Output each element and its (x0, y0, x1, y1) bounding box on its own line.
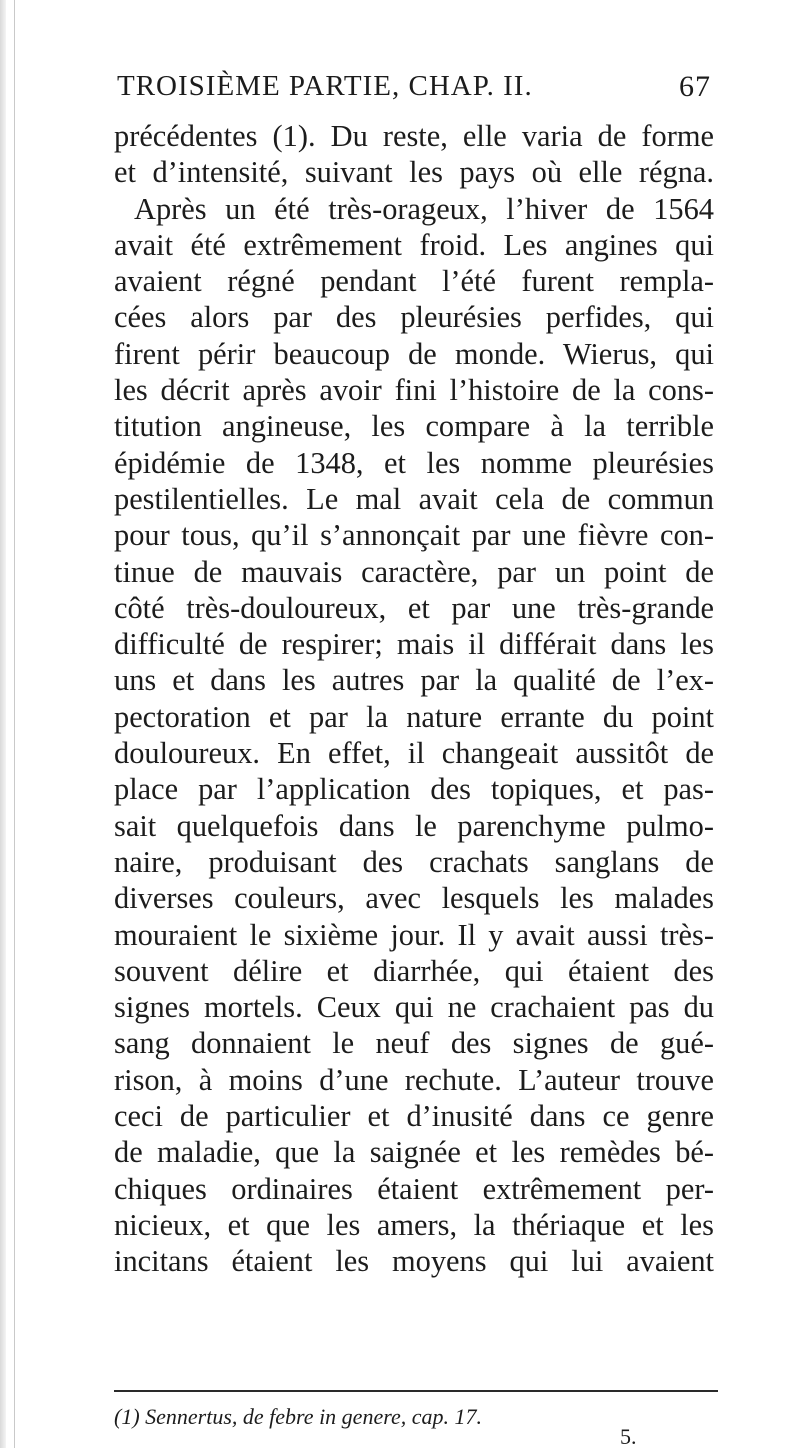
text-line: naire, produisant des crachats sanglans de (114, 844, 714, 879)
text-line: de maladie, que la saignée et les remèdes bé- (114, 1135, 714, 1170)
text-line: douloureux. En effet, il changeait aussitôt de (114, 736, 714, 771)
text-line: avaient régné pendant l’été furent rempla- (114, 264, 714, 299)
footnote-rule (114, 1390, 718, 1392)
text-line: souvent délire et diarrhée, qui étaient des (114, 953, 714, 988)
text-line: sang donnaient le neuf des signes de gué- (114, 1026, 714, 1061)
text-line: signes mortels. Ceux qui ne crachaient pas du (114, 990, 714, 1025)
text-line: rison, à moins d’une rechute. L’auteur trouve (114, 1062, 714, 1097)
text-line: uns et dans les autres par la qualité de l’ex- (114, 663, 714, 698)
body-text (114, 118, 714, 1280)
text-line: précédentes (1). Du reste, elle varia de forme (114, 119, 714, 153)
text-line: difficulté de respirer; mais il différait dans les (114, 627, 714, 662)
signature-mark: 5. (620, 1424, 637, 1449)
page-binding-edge (0, 0, 6, 1448)
text-line: nicieux, et que les amers, la thériaque et les (114, 1207, 714, 1242)
text-line: Après un été très-orageux, l’hiver de 1564 (134, 191, 714, 226)
text-line: place par l’application des topiques, et pas- (114, 772, 714, 807)
text-line: incitans étaient les moyens qui lui avaient (114, 1244, 714, 1279)
text-line: ceci de particulier et d’inusité dans ce genre (114, 1099, 714, 1134)
text-line: titution angineuse, les compare à la terrible (114, 409, 714, 444)
page-number: 67 (679, 70, 711, 103)
text-line: chiques ordinaires étaient extrêmement per- (114, 1171, 714, 1206)
running-title: TROISIÈME PARTIE, CHAP. II. (117, 70, 533, 102)
text-line: cées alors par des pleurésies perfides, qui (114, 300, 714, 335)
text-line: les décrit après avoir fini l’histoire de la cons- (114, 373, 714, 408)
running-header (117, 70, 711, 110)
text-line: avait été extrêmement froid. Les angines qui (114, 227, 714, 262)
page-fold-line (14, 0, 15, 1448)
text-line: firent périr beaucoup de monde. Wierus, qui (114, 336, 714, 371)
text-line: et d’intensité, suivant les pays où elle régna. (114, 155, 714, 190)
text-line: tinue de mauvais caractère, par un point de (114, 554, 714, 589)
text-line: pectoration et par la nature errante du point (114, 699, 714, 734)
footnote: (1) Sennertus, de febre in genere, cap. 17. (114, 1404, 482, 1429)
text-line: épidémie de 1348, et les nomme pleurésies (114, 445, 714, 480)
text-line: côté très-douloureux, et par une très-grande (114, 590, 714, 625)
text-line: pestilentielles. Le mal avait cela de commun (114, 481, 714, 516)
text-line: pour tous, qu’il s’annonçait par une fièvre con- (114, 518, 714, 553)
text-line: sait quelquefois dans le parenchyme pulmo- (114, 808, 714, 843)
text-line: mouraient le sixième jour. Il y avait aussi très- (114, 917, 714, 952)
text-line: diverses couleurs, avec lesquels les malades (114, 881, 714, 916)
